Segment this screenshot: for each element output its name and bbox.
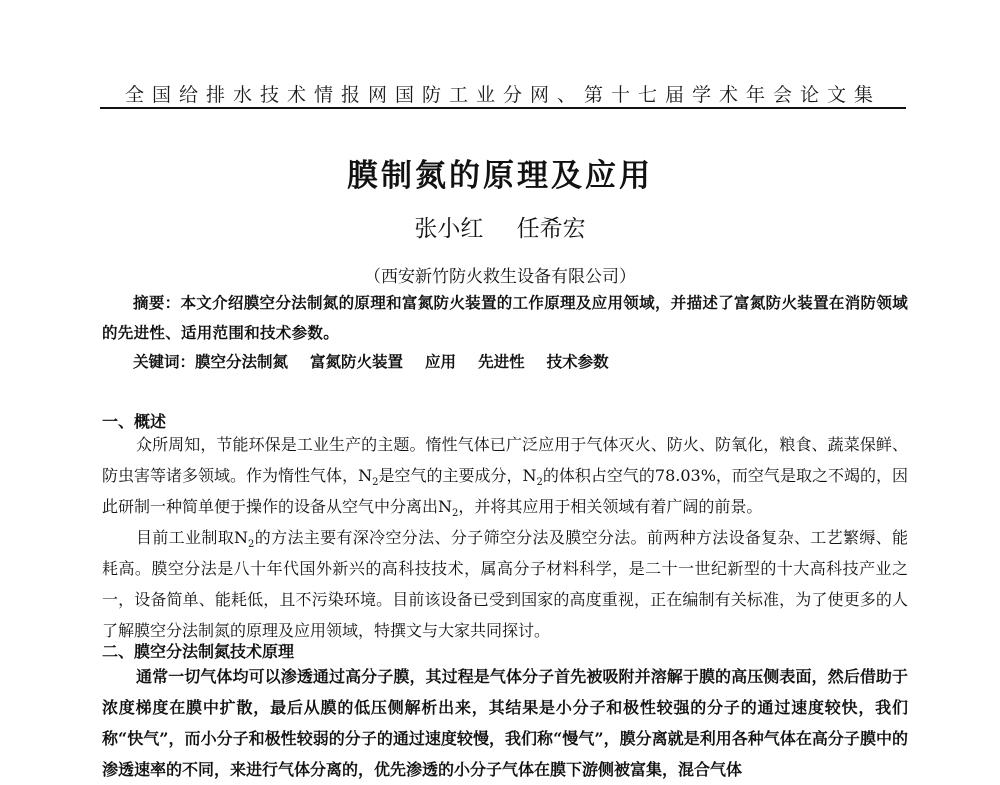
paragraph: 目前工业制取$N_2$的方法主要有深冷空分法、分子筛空分法及膜空分法。前两种方法设备复杂、工艺繁缛、能耗高。膜空分法是八十年代国外新兴的高科技技术，属高分子材料科学，是二十一世纪新型的十大高科技产业之一，设备简单、能耗低，且不污染环境。目前该设备已受到国家的高度重视，正在编制有关标准，为了使更多的人了解膜空分法制氮的原理及应用领域，特撰文与大家共同探讨。 bbox=[102, 528, 908, 640]
author-name: 任希宏 bbox=[516, 216, 586, 242]
abstract bbox=[102, 288, 908, 348]
abstract-label: 摘要： bbox=[133, 293, 181, 312]
keywords-label: 关键词： bbox=[133, 352, 196, 371]
keywords bbox=[102, 347, 908, 377]
keyword: 先进性 bbox=[478, 352, 525, 371]
author-name: 张小红 bbox=[414, 216, 484, 242]
paragraph: 众所周知，节能环保是工业生产的主题。惰性气体已广泛应用于气体灭火、防火、防氧化，粮食、蔬菜保鲜、防虫害等诸多领域。作为惰性气体，$N_2$是空气的主要成分，$N_2$的体积占空气的78.03%，而空气是取之不竭的，因此研制一种简单便于操作的设备从空气中分离出$N_2$，并将其应用于相关领域有着广阔的前景。 bbox=[102, 435, 908, 520]
paragraph: 通常一切气体均可以渗透通过高分子膜，其过程是气体分子首先被吸附并溶解于膜的高压侧表面，然后借助于浓度梯度在膜中扩散，最后从膜的低压侧解析出来，其结果是小分子和极性较强的分子的通过速度较快，我们称“快气”，而小分子和极性较弱的分子的通过速度较慢，我们称“慢气”，膜分离就是利用各种气体在高分子膜中的渗透速率的不同，来进行气体分离的，优先渗透的小分子气体在膜下游侧被富集，混合气体 bbox=[102, 667, 908, 779]
header-rule bbox=[100, 107, 906, 109]
author-list bbox=[0, 210, 1000, 243]
keyword: 富氮防火装置 bbox=[310, 352, 404, 371]
affiliation: （西安新竹防火救生设备有限公司） bbox=[364, 267, 636, 287]
keyword: 技术参数 bbox=[546, 352, 609, 371]
paper-title: 膜制氮的原理及应用 bbox=[347, 158, 653, 194]
section-heading: 二、膜空分法制氮技术原理 bbox=[102, 642, 295, 661]
section-heading: 一、概述 bbox=[102, 412, 167, 431]
keyword: 膜空分法制氮 bbox=[195, 352, 289, 371]
abstract-text: 本文介绍膜空分法制氮的原理和富氮防火装置的工作原理及应用领域，并描述了富氮防火装置在消防领域的先进性、适用范围和技术参数。 bbox=[102, 293, 908, 342]
keyword: 应用 bbox=[425, 352, 457, 371]
running-head: 全国给排水技术情报网国防工业分网、第十七届学术年会论文集 bbox=[124, 84, 881, 106]
